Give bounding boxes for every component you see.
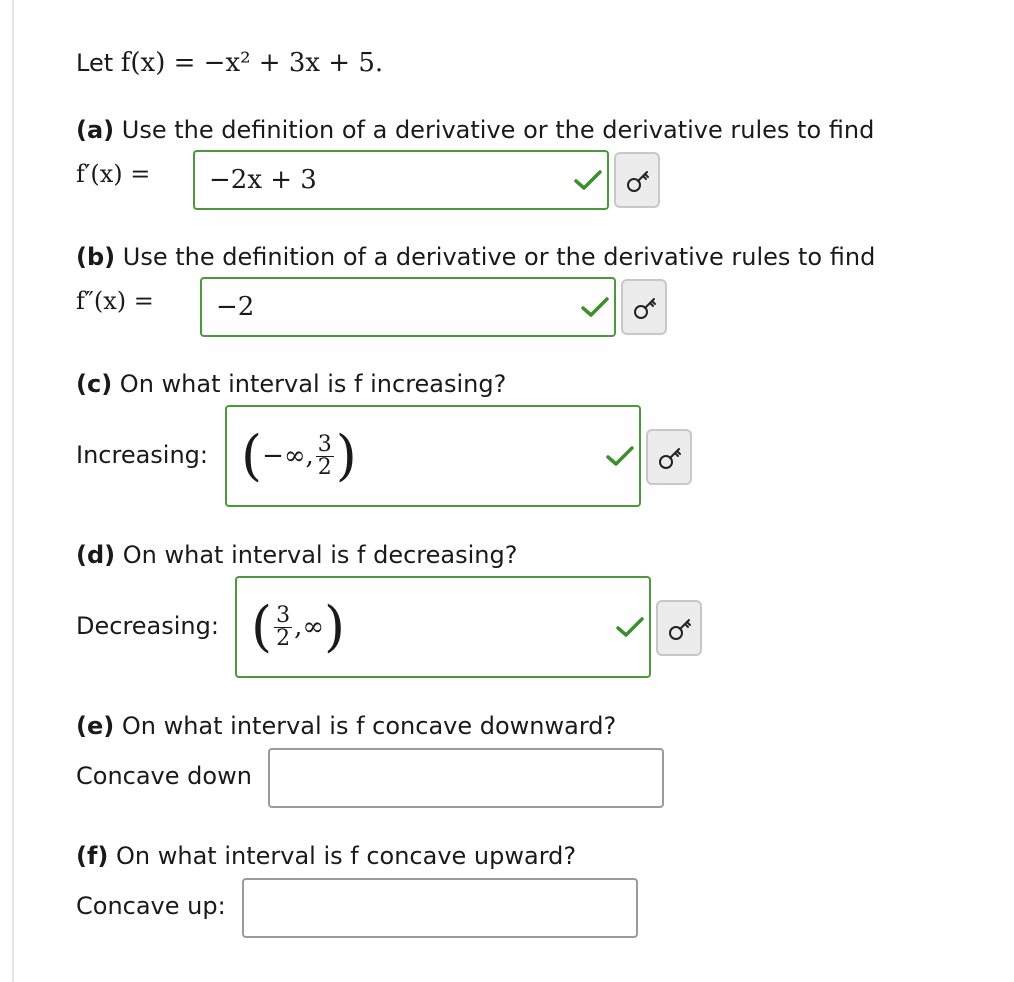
part-c-frac-num: 3	[317, 431, 332, 457]
part-b-question	[76, 243, 875, 271]
part-c-answer-value	[241, 424, 357, 487]
key-icon	[657, 445, 683, 471]
part-b-lhs: f″(x) =	[76, 287, 154, 315]
part-c-prefix: −∞,	[262, 441, 314, 471]
part-a-tag: (a)	[76, 116, 115, 144]
key-icon	[667, 616, 693, 642]
part-d-frac-den: 2	[276, 625, 291, 651]
part-a-question	[76, 116, 874, 144]
part-f-answer-field[interactable]	[242, 878, 638, 938]
part-a-key-button[interactable]	[614, 152, 660, 208]
part-e-label: Concave down	[76, 762, 252, 790]
part-d-frac-num: 3	[276, 602, 291, 628]
check-icon	[580, 295, 610, 319]
part-d-suffix: ,∞	[294, 612, 325, 642]
part-c-text: On what interval is f increasing?	[112, 370, 507, 398]
part-b-answer-value: −2	[216, 292, 255, 322]
key-icon	[625, 168, 651, 194]
part-c-fraction	[316, 431, 334, 480]
part-d-question	[76, 541, 517, 569]
part-b-key-button[interactable]	[621, 279, 667, 335]
check-icon	[573, 168, 603, 192]
function-definition: f(x) = −x² + 3x + 5.	[120, 48, 384, 78]
part-a-answer-field[interactable]	[193, 150, 609, 210]
part-b-text: Use the definition of a derivative or the derivative rules to find	[115, 243, 876, 271]
part-d-answer-value	[251, 595, 346, 658]
intro-line	[76, 48, 383, 78]
part-e-tag: (e)	[76, 712, 115, 740]
part-c-label: Increasing:	[76, 441, 208, 469]
part-c-answer-field[interactable]	[225, 405, 641, 507]
part-d-text: On what interval is f decreasing?	[115, 541, 518, 569]
part-f-tag: (f)	[76, 842, 109, 870]
part-e-text: On what interval is f concave downward?	[114, 712, 617, 740]
part-a-text: Use the definition of a derivative or the derivative rules to find	[114, 116, 875, 144]
close-paren: )	[324, 595, 346, 658]
open-paren: (	[251, 595, 273, 658]
part-c-frac-den: 2	[317, 454, 332, 480]
part-d-label: Decreasing:	[76, 612, 219, 640]
open-paren: (	[241, 424, 263, 487]
part-d-key-button[interactable]	[656, 600, 702, 656]
check-icon	[615, 615, 645, 639]
intro-prefix: Let	[76, 49, 121, 77]
part-d-tag: (d)	[76, 541, 116, 569]
part-b-tag: (b)	[76, 243, 116, 271]
part-e-answer-field[interactable]	[268, 748, 664, 808]
part-c-question	[76, 370, 506, 398]
check-icon	[605, 444, 635, 468]
part-f-question	[76, 842, 576, 870]
part-e-question	[76, 712, 616, 740]
part-a-lhs: f′(x) =	[76, 160, 151, 188]
part-a-answer-value: −2x + 3	[209, 165, 317, 195]
part-d-fraction	[274, 602, 292, 651]
key-icon	[632, 295, 658, 321]
part-b-answer-field[interactable]	[200, 277, 616, 337]
part-d-answer-field[interactable]	[235, 576, 651, 678]
part-c-key-button[interactable]	[646, 429, 692, 485]
close-paren: )	[335, 424, 357, 487]
part-f-label: Concave up:	[76, 892, 226, 920]
part-f-text: On what interval is f concave upward?	[108, 842, 577, 870]
part-c-tag: (c)	[76, 370, 113, 398]
